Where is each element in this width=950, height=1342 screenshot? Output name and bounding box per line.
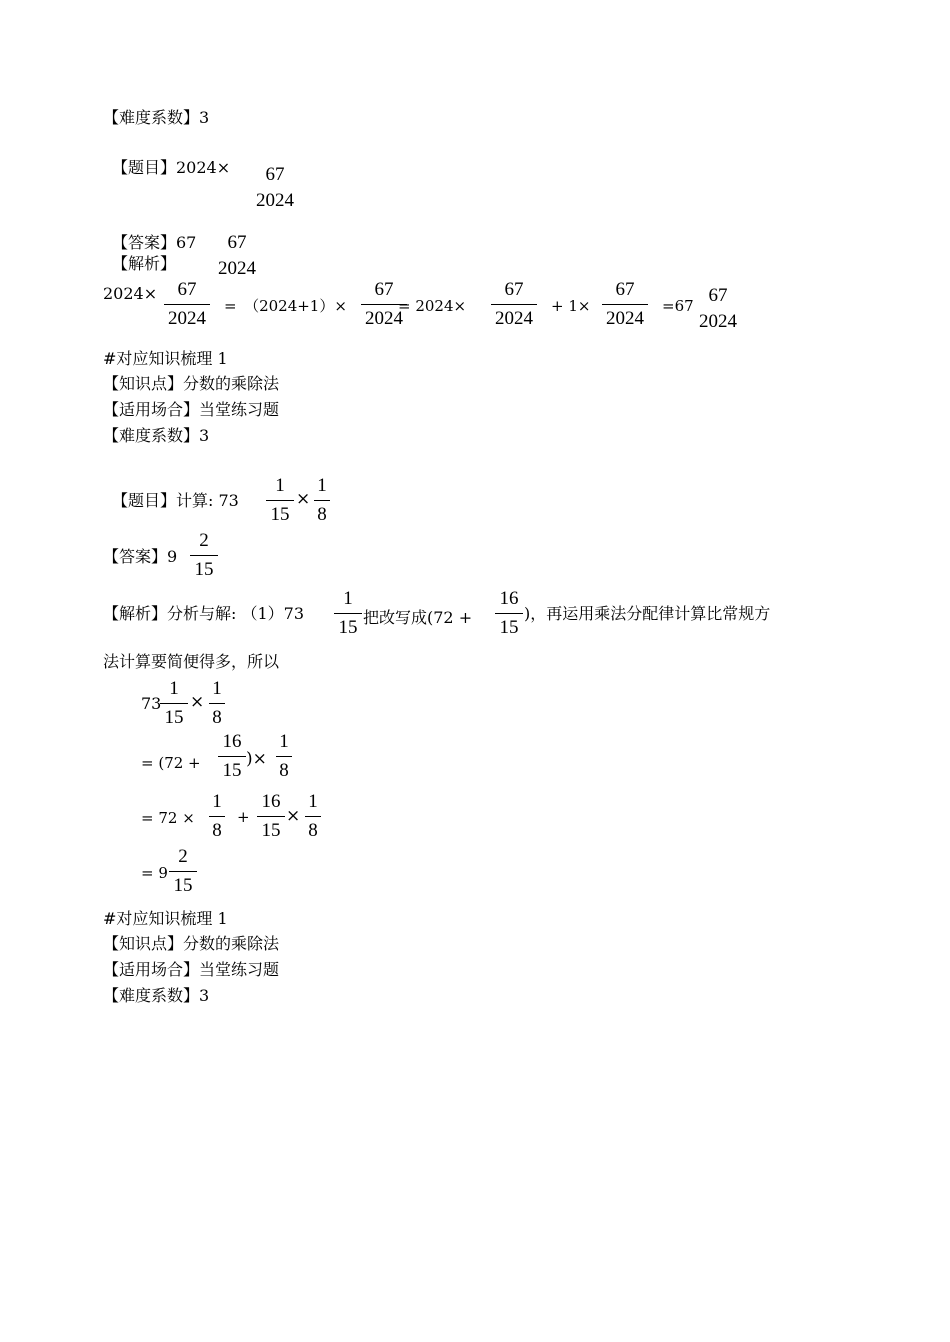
answer-label: 【答案】9 — [103, 547, 178, 566]
knowledge-heading: #对应知识梳理 1 — [103, 909, 228, 928]
step-3-fraction-3: 1 8 — [305, 790, 321, 843]
solution-text-4: + 1× — [551, 297, 591, 315]
plus-sign: + — [237, 808, 250, 826]
step-4-fraction: 2 15 — [169, 845, 197, 898]
step-3-fraction-1: 1 8 — [209, 790, 225, 843]
step-1-fraction-1: 1 15 — [160, 677, 188, 730]
knowledge-heading: #对应知识梳理 1 — [103, 349, 228, 368]
times-sign: × — [190, 692, 205, 712]
step-1-fraction-2: 1 8 — [209, 677, 225, 730]
step-2-text: = (72 + — [141, 754, 201, 772]
knowledge-point: 【知识点】分数的乘除法 — [103, 374, 280, 393]
difficulty-label: 【难度系数】3 — [103, 986, 210, 1005]
solution-text-1: 2024× — [103, 284, 158, 303]
solution-text-2: = （2024+1）× — [224, 297, 347, 315]
step-3-fraction-2: 16 15 — [257, 790, 285, 843]
knowledge-point: 【知识点】分数的乘除法 — [103, 934, 280, 953]
step-2-fraction-2: 1 8 — [276, 730, 292, 783]
solution-text-4: 法计算要简便得多，所以 — [103, 652, 280, 671]
solution-text-3: )，再运用乘法分配律计算比常规方 — [524, 604, 771, 623]
step-3-text: = 72 × — [141, 809, 195, 827]
solution-fraction-5: 67 2024 — [699, 285, 737, 332]
times-sign: × — [296, 489, 311, 509]
step-1-text: 73 — [141, 694, 162, 713]
step-2-fraction-1: 16 15 — [218, 730, 246, 783]
solution-label: 【解析】 — [112, 254, 177, 273]
question-label: 【题目】计算: 73 — [112, 491, 239, 510]
answer-fraction: 2 15 — [190, 529, 218, 582]
answer-label: 【答案】67 — [112, 233, 197, 252]
question-fraction-1: 1 15 — [266, 474, 294, 527]
solution-text-2: 把改写成(72 + — [363, 608, 473, 627]
solution-fraction-3: 67 2024 — [491, 278, 537, 331]
solution-fraction-4: 67 2024 — [602, 278, 648, 331]
question-label: 【题目】2024× — [112, 158, 231, 177]
difficulty-label: 【难度系数】3 — [103, 108, 210, 127]
solution-text-1: 【解析】分析与解: （1）73 — [103, 604, 305, 623]
solution-fraction-1: 67 2024 — [164, 278, 210, 331]
applicable-scene: 【适用场合】当堂练习题 — [103, 400, 280, 419]
applicable-scene: 【适用场合】当堂练习题 — [103, 960, 280, 979]
solution-fraction-1: 1 15 — [334, 587, 362, 640]
step-4-text: = 9 — [141, 864, 168, 882]
times-sign: × — [286, 806, 301, 826]
solution-fraction-2: 16 15 — [495, 587, 523, 640]
solution-text-3: = 2024× — [398, 297, 467, 315]
question-fraction-2: 1 8 — [314, 474, 330, 527]
solution-fraction-2: 67 2024 — [361, 278, 407, 331]
question-fraction: 67 2024 — [256, 164, 294, 211]
solution-text-5: =67 — [662, 297, 694, 315]
paren-times-sign: )× — [246, 749, 267, 769]
difficulty-label: 【难度系数】3 — [103, 426, 210, 445]
answer-fraction: 67 2024 — [218, 232, 256, 279]
